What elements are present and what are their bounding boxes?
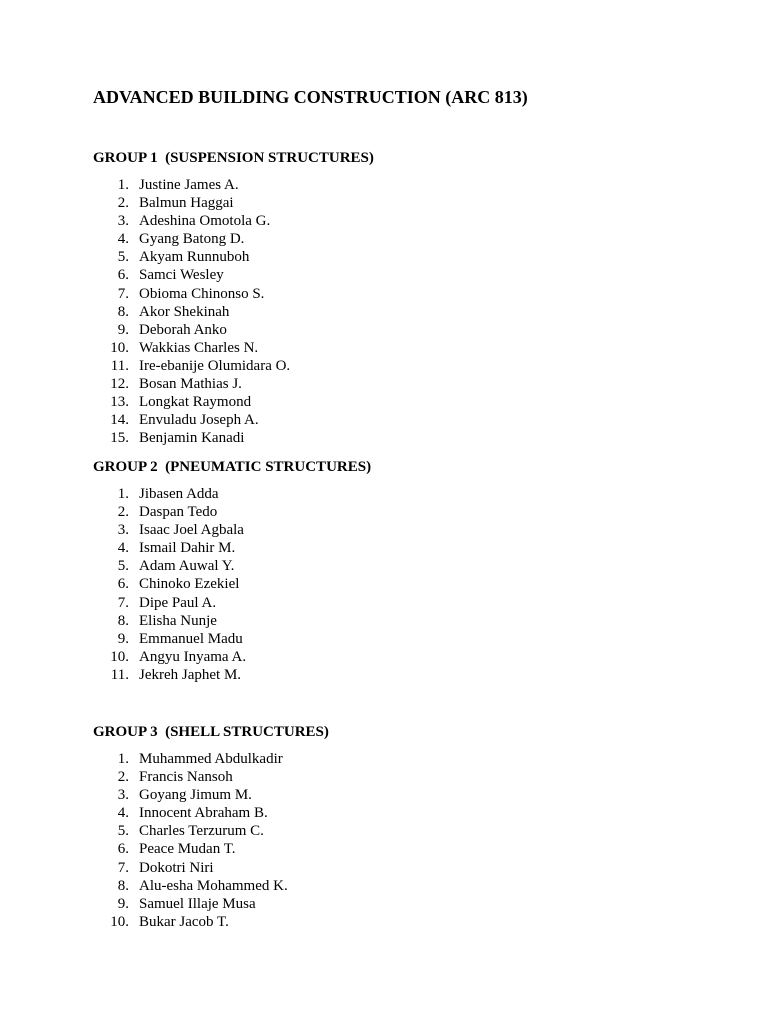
list-item [93, 575, 371, 593]
list-item-number: 8. [117, 303, 129, 320]
list-item [93, 822, 329, 840]
list-item [93, 176, 374, 194]
list-item [93, 375, 374, 393]
list-item [93, 212, 374, 230]
member-name: Benjamin Kanadi [139, 430, 245, 447]
list-item [93, 411, 374, 429]
list-item [93, 666, 371, 684]
list-item-number: 6. [117, 841, 129, 858]
member-name: Bosan Mathias J. [139, 376, 242, 393]
member-name: Justine James A. [139, 177, 239, 193]
member-name: Bukar Jacob T. [139, 913, 229, 930]
member-name: Deborah Anko [139, 321, 227, 338]
member-name: Obioma Chinonso S. [139, 285, 265, 302]
list-item-number: 5. [117, 823, 129, 840]
list-item [93, 913, 329, 931]
member-name: Adeshina Omotola G. [139, 213, 271, 230]
list-item-number: 15. [110, 430, 129, 447]
member-name: Daspan Tedo [139, 504, 218, 521]
group-2-section [93, 458, 371, 684]
list-item [93, 429, 374, 447]
list-item-number: 5. [117, 558, 129, 575]
list-item-number: 14. [110, 412, 129, 429]
list-item [93, 750, 329, 768]
list-item-number: 10. [110, 648, 129, 665]
member-name: Dokotri Niri [139, 859, 214, 876]
list-item-number: 6. [117, 267, 129, 284]
list-item [93, 768, 329, 786]
list-item-number: 11. [110, 666, 129, 683]
list-item-number: 11. [110, 357, 129, 374]
list-item-number: 10. [110, 913, 129, 930]
list-item [93, 539, 371, 557]
member-name: Goyang Jimum M. [139, 787, 252, 804]
list-item [93, 339, 374, 357]
member-name: Isaac Joel Agbala [139, 522, 244, 539]
list-item [93, 521, 371, 539]
member-name: Adam Auwal Y. [139, 558, 235, 575]
list-item [93, 859, 329, 877]
group-1-section [93, 149, 374, 447]
member-name: Jibasen Adda [139, 486, 219, 502]
member-name: Longkat Raymond [139, 394, 252, 411]
list-item-number: 7. [117, 285, 129, 302]
member-name: Emmanuel Madu [139, 630, 243, 647]
member-name: Samci Wesley [139, 267, 224, 284]
list-item-number: 5. [117, 249, 129, 266]
list-item-number: 8. [117, 877, 129, 894]
list-item-number: 8. [117, 612, 129, 629]
list-item-number: 7. [117, 859, 129, 876]
member-name: Ire-ebanije Olumidara O. [139, 357, 291, 374]
list-item-number: 12. [110, 376, 129, 393]
group-3-section [93, 723, 329, 931]
list-item [93, 485, 371, 503]
member-name: Gyang Batong D. [139, 231, 245, 248]
list-item [93, 230, 374, 248]
list-item [93, 285, 374, 303]
member-name: Envuladu Joseph A. [139, 412, 259, 429]
list-item [93, 321, 374, 339]
member-name: Angyu Inyama A. [139, 648, 247, 665]
list-item-number: 1. [117, 177, 129, 193]
list-item [93, 840, 329, 858]
group-2-heading: GROUP 2 (PNEUMATIC STRUCTURES) [93, 459, 372, 475]
list-item-number: 1. [117, 751, 129, 767]
member-name: Alu-esha Mohammed K. [139, 877, 288, 894]
member-name: Charles Terzurum C. [139, 823, 264, 840]
list-item [93, 895, 329, 913]
list-item-number: 9. [117, 630, 129, 647]
list-item-number: 3. [117, 213, 129, 230]
member-name: Elisha Nunje [139, 612, 217, 629]
list-item [93, 393, 374, 411]
member-name: Innocent Abraham B. [139, 805, 268, 822]
list-item [93, 194, 374, 212]
group-3-heading: GROUP 3 (SHELL STRUCTURES) [93, 724, 329, 740]
member-name: Chinoko Ezekiel [139, 576, 240, 593]
group-1-member-list [93, 176, 374, 447]
group-3-member-list [93, 750, 329, 931]
group-1-heading: GROUP 1 (SUSPENSION STRUCTURES) [93, 150, 374, 166]
list-item [93, 786, 329, 804]
list-item [93, 357, 374, 375]
list-item-number: 13. [110, 394, 129, 411]
member-name: Dipe Paul A. [139, 594, 217, 611]
list-item-number: 4. [117, 805, 129, 822]
member-name: Akor Shekinah [139, 303, 230, 320]
list-item-number: 4. [117, 540, 129, 557]
list-item [93, 266, 374, 284]
list-item [93, 630, 371, 648]
member-name: Francis Nansoh [139, 769, 233, 786]
list-item-number: 1. [117, 486, 129, 502]
member-name: Balmun Haggai [139, 195, 234, 212]
list-item-number: 2. [117, 195, 129, 212]
list-item-number: 2. [117, 769, 129, 786]
list-item-number: 10. [110, 339, 129, 356]
list-item [93, 594, 371, 612]
list-item [93, 503, 371, 521]
list-item-number: 9. [117, 895, 129, 912]
member-name: Wakkias Charles N. [139, 339, 259, 356]
list-item [93, 303, 374, 321]
member-name: Muhammed Abdulkadir [139, 751, 283, 767]
list-item-number: 7. [117, 594, 129, 611]
list-item-number: 3. [117, 787, 129, 804]
list-item [93, 648, 371, 666]
member-name: Akyam Runnuboh [139, 249, 250, 266]
list-item [93, 557, 371, 575]
member-name: Ismail Dahir M. [139, 540, 236, 557]
list-item [93, 248, 374, 266]
page-title: ADVANCED BUILDING CONSTRUCTION (ARC 813) [93, 87, 528, 107]
group-2-member-list [93, 485, 371, 684]
member-name: Peace Mudan T. [139, 841, 236, 858]
list-item-number: 9. [117, 321, 129, 338]
member-name: Jekreh Japhet M. [139, 666, 242, 683]
list-item-number: 3. [117, 522, 129, 539]
list-item [93, 877, 329, 895]
member-name: Samuel Illaje Musa [139, 895, 256, 912]
list-item-number: 6. [117, 576, 129, 593]
list-item [93, 804, 329, 822]
list-item-number: 4. [117, 231, 129, 248]
list-item [93, 612, 371, 630]
list-item-number: 2. [117, 504, 129, 521]
